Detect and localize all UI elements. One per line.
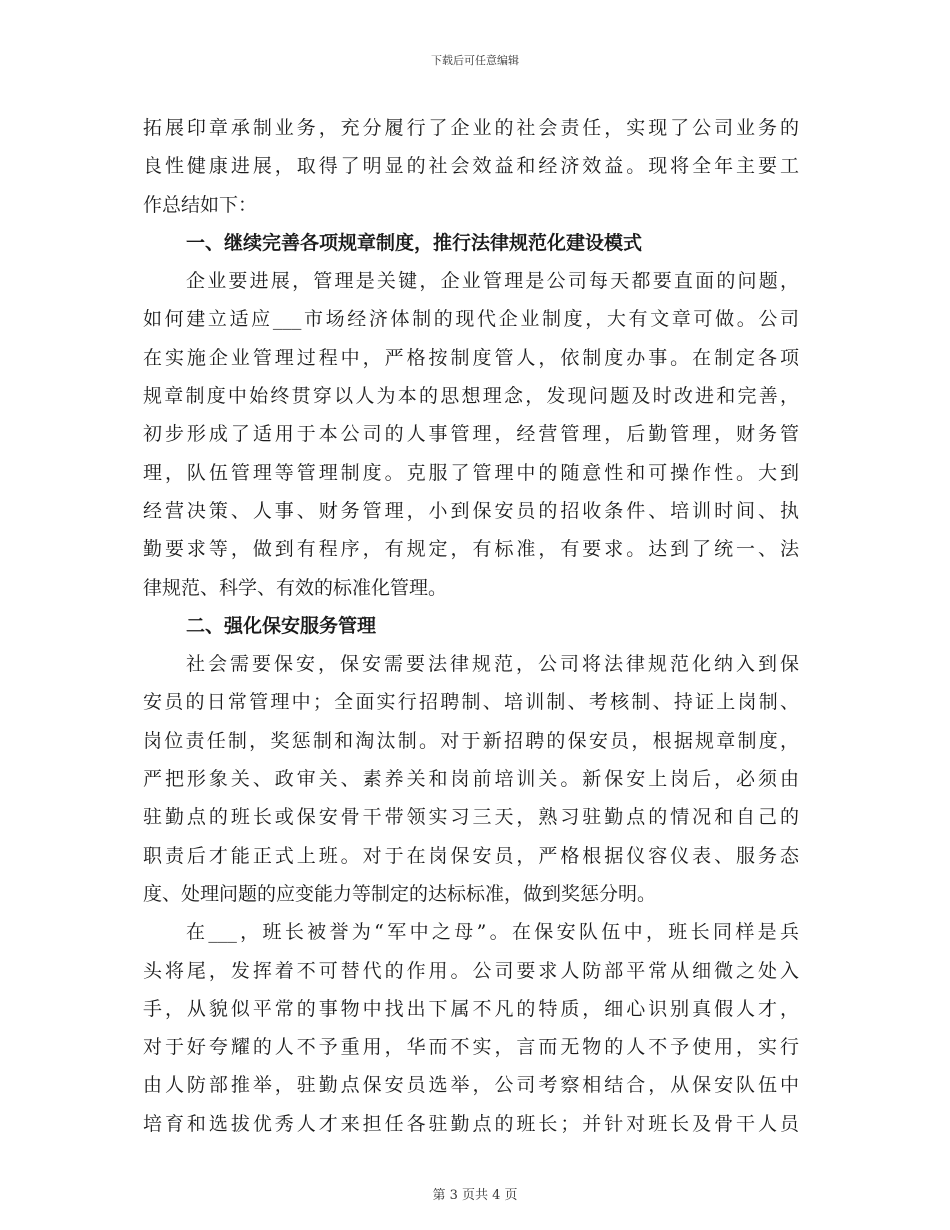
text-line: 初步形成了适用于本公司的人事管理，经营管理，后勤管理，财务管	[143, 423, 799, 446]
text-line: 在实施企业管理过程中，严格按制度管人，依制度办事。在制定各项	[143, 346, 799, 369]
text-line: 理，队伍管理等管理制度。克服了管理中的随意性和可操作性。大到	[143, 461, 799, 484]
text-line: 经营决策、人事、财务管理，小到保安员的招收条件、培训时间、执	[143, 499, 799, 522]
text-line: 安员的日常管理中；全面实行招聘制、培训制、考核制、持证上岗制、	[143, 691, 799, 714]
text-line: 良性健康进展，取得了明显的社会效益和经济效益。现将全年主要工	[143, 155, 799, 178]
text-line: 岗位责任制，奖惩制和淘汰制。对于新招聘的保安员，根据规章制度，	[143, 729, 799, 752]
text-line: 手，从貌似平常的事物中找出下属不凡的特质，细心识别真假人才，	[143, 997, 799, 1020]
page-footer: 第 3 页共 4 页	[432, 1188, 518, 1203]
text-line: 律规范、科学、有效的标准化管理。	[143, 576, 448, 599]
text-line: 培育和选拔优秀人才来担任各驻勤点的班长；并针对班长及骨干人员	[143, 1112, 799, 1135]
page-header: 下载后可任意编辑	[431, 54, 519, 67]
text-line: 规章制度中始终贯穿以人为本的思想理念，发现问题及时改进和完善，	[143, 385, 799, 408]
text-line: 企业要进展，管理是关键，企业管理是公司每天都要直面的问题，	[186, 270, 799, 293]
section-heading: 二、强化保安服务管理	[186, 614, 377, 637]
text-line: 职责后才能正式上班。对于在岗保安员，严格根据仪容仪表、服务态	[143, 844, 799, 867]
text-line: 对于好夸耀的人不予重用，华而不实，言而无物的人不予使用，实行	[143, 1036, 799, 1059]
text-line: 驻勤点的班长或保安骨干带领实习三天，熟习驻勤点的情况和自己的	[143, 806, 799, 829]
text-line: 作总结如下：	[143, 193, 258, 216]
text-line: 社会需要保安，保安需要法律规范，公司将法律规范化纳入到保	[186, 653, 799, 676]
section-heading: 一、继续完善各项规章制度，推行法律规范化建设模式	[186, 231, 643, 254]
text-line: 勤要求等，做到有程序，有规定，有标准，有要求。达到了统一、法	[143, 538, 799, 561]
text-line: 头将尾，发挥着不可替代的作用。公司要求人防部平常从细微之处入	[143, 959, 799, 982]
text-line: 拓展印章承制业务，充分履行了企业的社会责任，实现了公司业务的	[143, 117, 799, 139]
text-line: 严把形象关、政审关、素养关和岗前培训关。新保安上岗后，必须由	[143, 768, 799, 791]
text-line: 如何建立适应___市场经济体制的现代企业制度，大有文章可做。公司	[143, 308, 799, 331]
text-line: 由人防部推举，驻勤点保安员选举，公司考察相结合，从保安队伍中	[143, 1074, 799, 1097]
text-line: 度、处理问题的应变能力等制定的达标标准，做到奖惩分明。	[143, 882, 657, 905]
document-body	[143, 109, 799, 1143]
text-line: 在___，班长被誉为“军中之母”。在保安队伍中，班长同样是兵	[186, 921, 799, 944]
